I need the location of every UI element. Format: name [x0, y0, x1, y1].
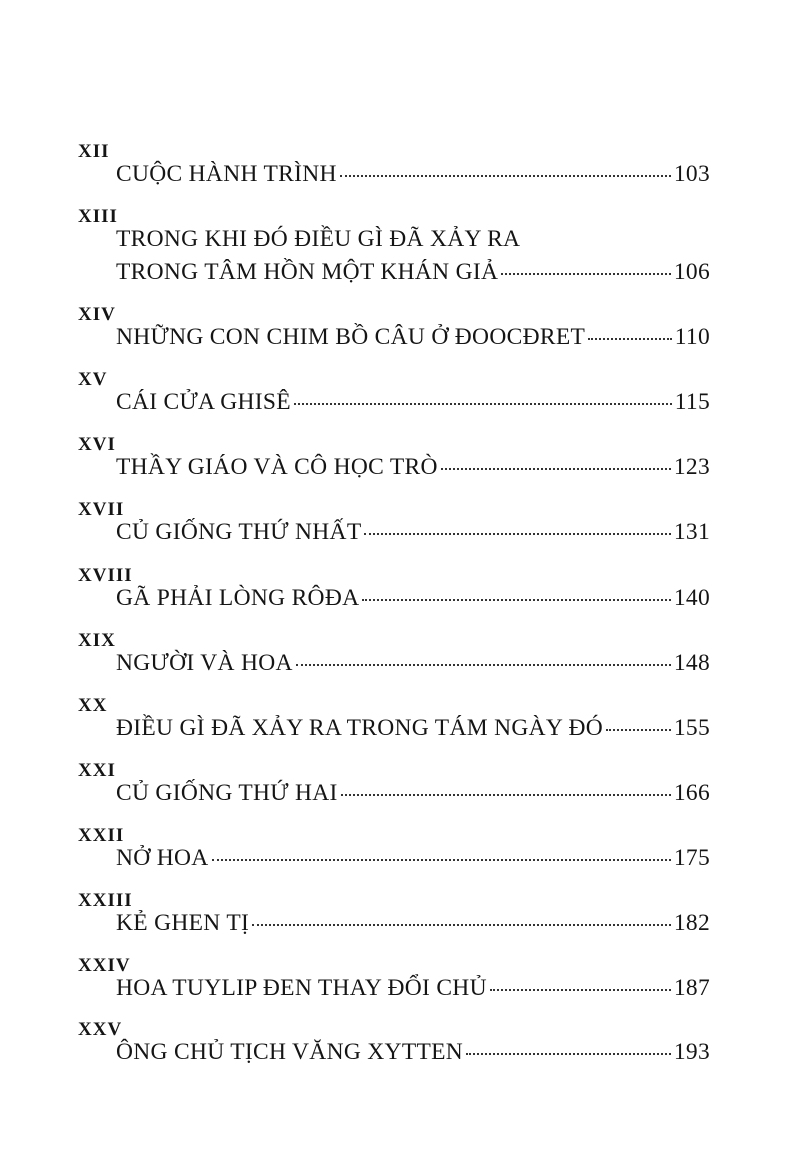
chapter-title: NHỮNG CON CHIM BỒ CÂU Ở ĐOOCĐRET	[116, 324, 586, 350]
dot-leader	[252, 924, 671, 926]
chapter-numeral: XXIV	[78, 955, 131, 976]
chapter-numeral: XVII	[78, 499, 125, 520]
chapter-numeral: XXV	[78, 1019, 123, 1040]
dot-leader	[341, 794, 671, 796]
chapter-title: GÃ PHẢI LÒNG RÔĐA	[116, 585, 360, 611]
dot-leader	[294, 403, 672, 405]
chapter-title: KẺ GHEN TỊ	[116, 910, 250, 936]
dot-leader	[441, 468, 671, 470]
chapter-numeral: XVI	[78, 434, 116, 455]
chapter-title: CUỘC HÀNH TRÌNH	[116, 161, 337, 187]
toc-entry[interactable]	[116, 324, 710, 351]
chapter-numeral: XIX	[78, 630, 116, 651]
dot-leader	[466, 1053, 671, 1055]
toc-entry[interactable]	[116, 519, 710, 546]
chapter-title: TRONG TÂM HỒN MỘT KHÁN GIẢ	[116, 259, 499, 285]
dot-leader	[501, 273, 671, 275]
page-number: 155	[673, 715, 710, 741]
page-number: 123	[673, 454, 710, 480]
chapter-numeral: XIV	[78, 304, 116, 325]
chapter-title: CỦ GIỐNG THỨ NHẤT	[116, 519, 362, 545]
toc-entry[interactable]	[116, 910, 710, 937]
page-number: 103	[673, 161, 710, 187]
page-number: 115	[674, 389, 710, 415]
toc-entry[interactable]	[116, 259, 710, 286]
chapter-title: THẦY GIÁO VÀ CÔ HỌC TRÒ	[116, 454, 438, 480]
page-number: 131	[673, 519, 710, 545]
page-number: 140	[673, 585, 710, 611]
toc-entry[interactable]	[116, 161, 710, 188]
chapter-title: CỦ GIỐNG THỨ HAI	[116, 780, 338, 806]
page-number: 193	[673, 1039, 710, 1065]
toc-entry[interactable]	[116, 780, 710, 807]
chapter-numeral: XIII	[78, 206, 118, 227]
chapter-numeral: XXII	[78, 825, 125, 846]
page-number: 187	[673, 975, 710, 1001]
chapter-numeral: XX	[78, 695, 108, 716]
dot-leader	[296, 664, 671, 666]
chapter-numeral: XXI	[78, 760, 116, 781]
toc-entry[interactable]	[116, 1039, 710, 1066]
dot-leader	[362, 599, 670, 601]
chapter-numeral: XII	[78, 141, 110, 162]
toc-entry[interactable]	[116, 975, 710, 1002]
chapter-title: TRONG KHI ĐÓ ĐIỀU GÌ ĐÃ XẢY RA	[116, 226, 521, 252]
dot-leader	[606, 729, 671, 731]
toc-entry[interactable]	[116, 650, 710, 677]
dot-leader	[490, 989, 671, 991]
chapter-numeral: XV	[78, 369, 108, 390]
toc-entry[interactable]	[116, 454, 710, 481]
chapter-title: ÔNG CHỦ TỊCH VĂNG XYTTEN	[116, 1039, 464, 1065]
chapter-numeral: XXIII	[78, 890, 133, 911]
page-number: 106	[673, 259, 710, 285]
page-number: 110	[674, 324, 710, 350]
page-number: 175	[673, 845, 710, 871]
toc-entry[interactable]	[116, 715, 710, 742]
toc-entry[interactable]	[116, 389, 710, 416]
chapter-title: ĐIỀU GÌ ĐÃ XẢY RA TRONG TÁM NGÀY ĐÓ	[116, 715, 604, 741]
dot-leader	[364, 533, 670, 535]
chapter-title: HOA TUYLIP ĐEN THAY ĐỔI CHỦ	[116, 975, 487, 1001]
page-number: 166	[673, 780, 710, 806]
dot-leader	[588, 338, 672, 340]
dot-leader	[340, 175, 671, 177]
toc-entry[interactable]	[116, 845, 710, 872]
chapter-title: NỞ HOA	[116, 845, 209, 871]
chapter-title: NGƯỜI VÀ HOA	[116, 650, 293, 676]
dot-leader	[212, 859, 671, 861]
chapter-numeral: XVIII	[78, 565, 133, 586]
page-number: 148	[673, 650, 710, 676]
toc-entry-continued[interactable]	[116, 226, 710, 253]
chapter-title: CÁI CỬA GHISÊ	[116, 389, 291, 415]
page-number: 182	[673, 910, 710, 936]
toc-entry[interactable]	[116, 585, 710, 612]
